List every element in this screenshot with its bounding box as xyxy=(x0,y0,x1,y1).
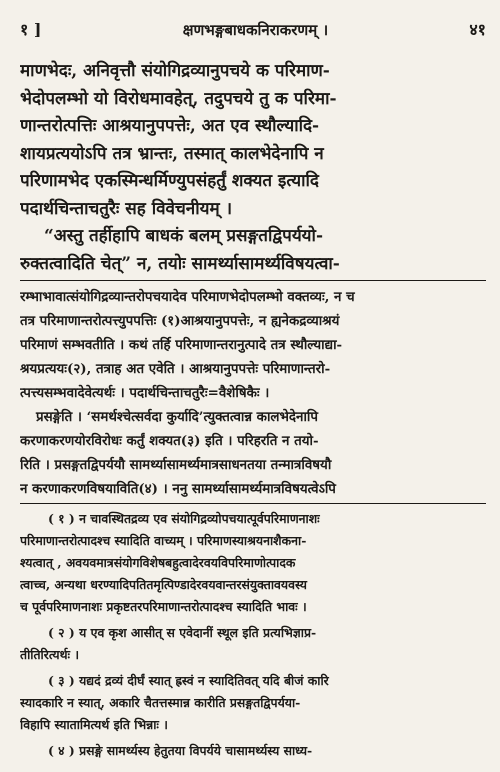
footnote-line: ( ४ ) प्रसङ्गे सामर्थ्यस्य हेतुतया विपर्यये चासामर्थ्यस्य साध्य- xyxy=(48,743,313,758)
commentary xyxy=(20,285,486,501)
main-text-line: पदार्थचिन्ताचतुरैः सह विवेचनीयम् । xyxy=(20,198,233,219)
section-divider xyxy=(20,280,486,281)
main-text xyxy=(20,58,486,278)
footnote-line: ( २ ) य एव कृश आसीत् स एवेदानीं स्थूल इति प्रत्यभिज्ञाप्र- xyxy=(48,625,317,640)
commentary-line: त्पत्त्यसम्भवादेवेत्यर्थः । पदार्थचिन्ताचतुरैः=वैशेषिकैः । xyxy=(20,385,270,401)
footnote-line: ( ३ ) यद्यदं द्रव्यं दीर्घं स्यात् ह्रस्वं न स्यादितिवत् यदि बीजं कारि xyxy=(48,673,329,688)
page-number: ४१ xyxy=(469,20,486,39)
footnote-line: तीतिरित्यर्थः । xyxy=(20,647,80,662)
footnote-line: विहापि स्यातामित्यर्थ इति भिन्नाः । xyxy=(20,717,168,732)
main-text-line: णान्तरोत्पत्तिः आश्रयानुपपत्तेः, अत एव स्थौल्यादि- xyxy=(20,116,320,136)
footnote-line: परिमाणान्तरोत्पादश्च स्यादिति वाच्यम् । परिमाणस्याश्रयनाशैकना- xyxy=(20,533,307,548)
commentary-line: रम्भाभावात्संयोगिद्रव्यान्तरोपचयादेव परिमाणभेदोपलम्भो वक्तव्यः, न च xyxy=(20,289,355,305)
main-text-line: परिणामभेद एकस्मिन्धर्मिण्युपसंहर्तुं शक्यत इत्यादि xyxy=(20,171,319,191)
commentary-line: रिति । प्रसङ्गतद्विपर्ययौ सामर्थ्यासामर्थ्यमात्रसाधनतया तन्मात्रविषयौ xyxy=(20,457,332,473)
commentary-line: परिमाणं सम्भवतीति । कथं तर्हि परिमाणान्तरानुत्पादे तत्र स्थौल्याद्या- xyxy=(20,337,343,353)
footnote-line: ( १ ) न चावस्थितद्रव्य एव संयोगिद्रव्योपचयात्पूर्वपरिमाणनाशः xyxy=(48,511,320,526)
commentary-line: न करणाकरणविषयाविति(४) । ननु सामर्थ्यासामर्थ्यमात्रविषयत्वेऽपि xyxy=(20,481,336,497)
footnotes xyxy=(20,508,486,762)
page-marker: १ ] xyxy=(20,20,42,39)
commentary-line: करणाकरणयोरविरोधः कर्तुं शक्यत(३) इति । परिहरति न तयो- xyxy=(20,433,319,449)
commentary-line: श्रयप्रत्ययः(२), तत्राह अत एवेति । आश्रयानुपपत्तेः परिमाणान्तरो- xyxy=(20,361,331,377)
footnote-divider xyxy=(20,503,486,504)
main-text-line: शायप्रत्ययोऽपि तत्र भ्रान्तः, तस्मात् कालभेदेनापि न xyxy=(20,143,324,164)
footnote-line: श्यत्वात् , अवयवमात्रसंयोगविशेषबहुत्वादेरवयविपरिमाणोत्पादक xyxy=(20,555,296,570)
commentary-line: प्रसङ्गेति । ‘समर्थश्चेत्सर्वदा कुर्यादि’त्युक्तत्वान्न कालभेदेनापि xyxy=(36,409,318,425)
page-header xyxy=(20,18,486,40)
main-text-line: “अस्तु तर्हीहापि बाधकं बलम् प्रसङ्गतद्विपर्ययो- xyxy=(44,226,324,246)
running-title: क्षणभङ्गबाधकनिराकरणम् । xyxy=(182,21,329,39)
main-text-line: भेदोपलम्भो यो विरोधमावहेत्, तदुपचये तु क परिमा- xyxy=(20,88,337,109)
footnote-line: त्वाच्च, अन्यथा धरण्यादिपतितमृत्पिण्डादेरवयवान्तरसंयुक्तावयवस्य xyxy=(20,577,307,592)
footnote-line: च पूर्वपरिमाणनाशः प्रकृष्टतरपरिमाणान्तरोत्पादश्च स्यादिति भावः । xyxy=(20,599,307,614)
main-text-line: रुक्तत्वादिति चेत्” न, तयोः सामर्थ्यासामर्थ्यविषयत्वा- xyxy=(20,253,340,274)
commentary-line: तत्र परिमाणान्तरोत्पत्त्युपपत्तिः (१)आश्रयानुपपत्तेः, न ह्यनेकद्रव्याश्रयं xyxy=(20,313,340,329)
main-text-line: माणभेदः, अनिवृत्तौ संयोगिद्रव्यानुपचये क परिमाण- xyxy=(20,61,330,81)
footnote-line: स्यादकारि न स्यात्, अकारि चैतत्तस्मान्न कारीति प्रसङ्गतद्विपर्यया- xyxy=(20,695,301,710)
